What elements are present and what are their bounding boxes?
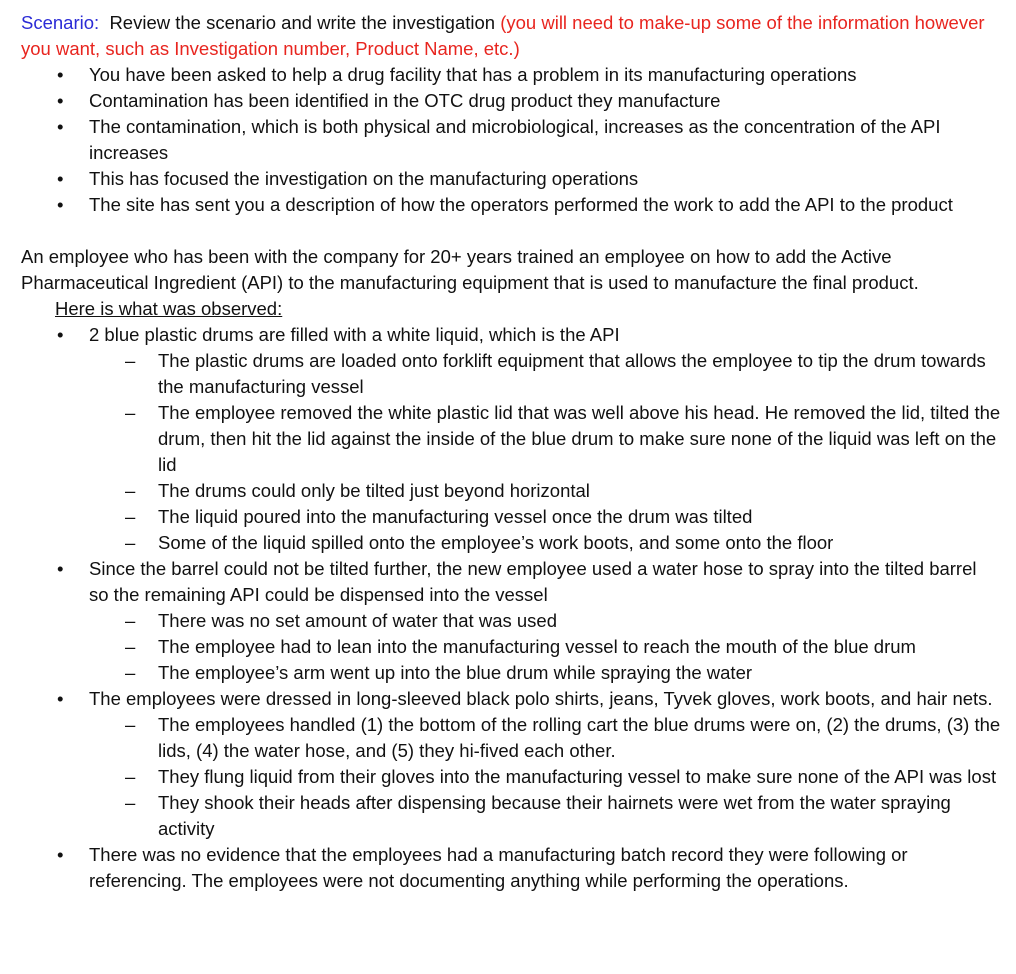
observed-heading: Here is what was observed: bbox=[55, 298, 283, 319]
sub-item: – There was no set amount of water that was used bbox=[21, 608, 1001, 634]
list-item: • This has focused the investigation on the manufacturing operations bbox=[21, 166, 1001, 192]
bullet-marker: • bbox=[57, 688, 64, 709]
dash-marker: – bbox=[125, 350, 136, 371]
sub-item: – They flung liquid from their gloves into the manufacturing vessel to make sure none of the API was lost bbox=[21, 764, 1001, 790]
observation-item: • 2 blue plastic drums are filled with a white liquid, which is the API bbox=[21, 322, 1001, 348]
observation-list bbox=[21, 322, 1001, 894]
sub-item: – They shook their heads after dispensing because their hairnets were wet from the water spraying activity bbox=[125, 792, 951, 839]
spacer bbox=[21, 218, 1001, 244]
bullet-marker: • bbox=[57, 64, 64, 85]
sub-item: – The liquid poured into the manufacturing vessel once the drum was tilted bbox=[21, 504, 1001, 530]
bullet-marker: • bbox=[57, 324, 64, 345]
dash-marker: – bbox=[125, 532, 136, 553]
observation-item: • The employees were dressed in long-sleeved black polo shirts, jeans, Tyvek gloves, work boots, and hair nets. bbox=[21, 686, 1001, 712]
dash-marker: – bbox=[125, 662, 136, 683]
observation-item: • There was no evidence that the employees had a manufacturing batch record they were following or referencing. The employees were not documenting anything while performing the operations. bbox=[57, 844, 908, 891]
sub-item: – Some of the liquid spilled onto the employee’s work boots, and some onto the floor bbox=[21, 530, 1001, 556]
dash-marker: – bbox=[125, 610, 136, 631]
intro-paragraph: An employee who has been with the company for 20+ years trained an employee on how to add the Active Pharmaceutical Ingredient (API) to the manufacturing equipment that is used to manufacture the final product. bbox=[21, 246, 919, 293]
sub-item: – The drums could only be tilted just beyond horizontal bbox=[21, 478, 1001, 504]
sub-item: – The employee had to lean into the manufacturing vessel to reach the mouth of the blue drum bbox=[21, 634, 1001, 660]
bullet-marker: • bbox=[57, 558, 64, 579]
dash-marker: – bbox=[125, 766, 136, 787]
list-item: • Contamination has been identified in the OTC drug product they manufacture bbox=[21, 88, 1001, 114]
scenario-label: Scenario: bbox=[21, 12, 100, 33]
dash-marker: – bbox=[125, 792, 136, 813]
bullet-marker: • bbox=[57, 168, 64, 189]
list-item: • You have been asked to help a drug facility that has a problem in its manufacturing operations bbox=[21, 62, 1001, 88]
bullet-marker: • bbox=[57, 194, 64, 215]
observation-item: • Since the barrel could not be tilted further, the new employee used a water hose to spray into the tilted barrel so the remaining API could be dispensed into the vessel bbox=[57, 558, 977, 605]
scenario-bullets bbox=[21, 62, 1001, 218]
dash-marker: – bbox=[125, 714, 136, 735]
scenario-heading bbox=[21, 10, 1001, 62]
scenario-lead: Review the scenario and write the investigation bbox=[109, 12, 496, 33]
sub-item: – The employees handled (1) the bottom of the rolling cart the blue drums were on, (2) the drums, (3) the lids, (4) the water hose, and (5) they hi-fived each other. bbox=[125, 714, 1001, 761]
list-item: • The site has sent you a description of how the operators performed the work to add the API to the product bbox=[21, 192, 1001, 218]
bullet-marker: • bbox=[57, 844, 64, 865]
bullet-marker: • bbox=[57, 116, 64, 137]
bullet-marker: • bbox=[57, 90, 64, 111]
dash-marker: – bbox=[125, 506, 136, 527]
sub-item: – The plastic drums are loaded onto forklift equipment that allows the employee to tip the drum towards the manufacturing vessel bbox=[125, 350, 986, 397]
document bbox=[21, 10, 1001, 894]
sub-item: – The employee removed the white plastic lid that was well above his head. He removed the lid, tilted the drum, then hit the lid against the inside of the blue drum to make sure none of the liquid was left on the lid bbox=[125, 402, 1001, 475]
dash-marker: – bbox=[125, 636, 136, 657]
sub-item: – The employee’s arm went up into the blue drum while spraying the water bbox=[21, 660, 1001, 686]
list-item: • The contamination, which is both physical and microbiological, increases as the concentration of the API increases bbox=[57, 116, 941, 163]
dash-marker: – bbox=[125, 480, 136, 501]
dash-marker: – bbox=[125, 402, 136, 423]
scenario-note: (you will need to make-up some of the information however you want, such as Investigation number, Product Name, etc.) bbox=[21, 12, 985, 59]
